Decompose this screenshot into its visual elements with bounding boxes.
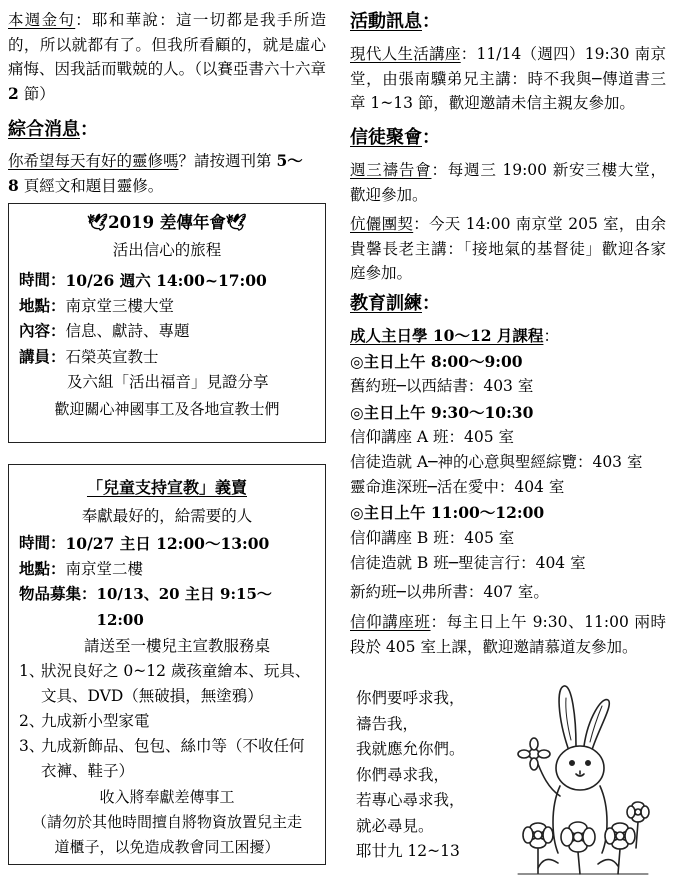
verse-ref: 2: [8, 83, 19, 103]
verse-text: ：耶和華說：這一切都是我手所造的，所以就都有了。但我所看顧的，就是虛心痛悔、因我話而戰兢的人。（以賽亞書六十六章: [8, 11, 326, 78]
bunny-flowers-illustration: [498, 678, 658, 878]
course-line: ◎主日上午 11:00～12:00: [350, 503, 545, 523]
verse-label: 本週金句: [8, 11, 76, 29]
sale-send: 請送至一樓兒主宣教服務桌: [83, 637, 270, 655]
poem-line: 就必尋見。: [356, 816, 434, 835]
general-text: 你希望每天有好的靈修嗎？請按週刊第 5～ 8 頁經文和題目靈修。: [8, 151, 303, 195]
poem-line: 我就應允你們。: [356, 740, 465, 758]
mission-content: 信息、獻詩、專題: [65, 322, 190, 340]
mission-place: 南京堂三樓大堂: [65, 296, 175, 315]
sale-proceeds: 收入將奉獻差傳事工: [99, 788, 235, 806]
sale-subtitle: 奉獻最好的，給需要的人: [81, 507, 253, 525]
mission-time-label: 時間：: [19, 271, 66, 289]
course-line: 信徒造就 A─神的心意與聖經綜覽：403 室: [350, 453, 643, 472]
verse-ref-end: 節）: [23, 84, 55, 103]
course-line: ◎主日上午 8:00～9:00: [350, 352, 523, 372]
scripture-poem: [350, 686, 666, 876]
sale-item: 3、 九成新飾品、包包、絲巾等（不收任何衣褲、鞋子）: [19, 737, 305, 780]
sale-place-label: 地點：: [19, 559, 66, 578]
mission-title: 🕊2019 差傳年會🕊: [87, 213, 247, 232]
mission-welcome: 歡迎關心神國事工及各地宣教士們: [54, 399, 280, 418]
poem-line: 你們要呼求我，: [356, 689, 465, 707]
sale-collect: 10/13、20 主日 9:15～12:00: [96, 585, 272, 629]
sale-place: 南京堂二樓: [65, 559, 144, 578]
sale-note: （請勿於其他時間擅自將物資放置兒主走道櫃子，以免造成教會同工困擾）: [31, 813, 302, 856]
couple-fellowship: 伉儷團契：今天 14:00 南京堂 205 室，由余貴馨長老主講：「接地氣的基督徒」歡迎各家庭參加。: [350, 215, 666, 282]
education-heading: 教育訓練：: [350, 293, 440, 314]
mission-content-label: 內容：: [19, 322, 66, 340]
wednesday-prayer: 週三禱告會：每週三 19:00 新安三樓大堂，歡迎參加。: [350, 161, 666, 204]
sale-item: 2、 九成新小型家電: [19, 712, 150, 730]
mission-conference-box: [8, 203, 326, 443]
general-heading: 綜合消息：: [8, 119, 98, 140]
mission-time: 10/26 週六 14:00~17:00: [65, 271, 267, 290]
sale-time-label: 時間：: [19, 534, 66, 552]
course-line: 信仰講座 A 班：405 室: [350, 427, 515, 446]
activity-text: 現代人生活講座：11/14（週四）19:30 南京堂，由張南驥弟兄主講：時不我與─傳道書三章 1~13 節，歡迎邀請未信主親友參加。: [350, 45, 666, 112]
poem-ref: 耶廿九 12~13: [356, 842, 460, 860]
course-line: 舊約班─以西結書：403 室: [350, 377, 534, 396]
activity-heading: 活動訊息：: [350, 11, 440, 32]
course-line: 信徒造就 B 班─聖徒言行：404 室: [350, 553, 586, 572]
poem-line: 你們尋求我，: [356, 765, 450, 784]
mission-speaker-extra: 及六組「活出福音」見證分享: [67, 373, 269, 391]
weekly-verse: [8, 8, 326, 106]
mission-speaker: 石榮英宣教士: [65, 347, 159, 366]
course-line: 靈命進深班─活在愛中：404 室: [350, 478, 565, 497]
sale-collect-label: 物品募集：: [19, 585, 97, 603]
faith-class: 信仰講座班：每主日上午 9:30、11:00 兩時段於 405 室上課，歡迎邀請慕道友參加。: [350, 613, 666, 656]
sale-time: 10/27 主日 12:00～13:00: [65, 534, 270, 553]
adult-school-label: 成人主日學 10～12 月課程: [350, 326, 544, 345]
sale-title: 「兒童支持宣教」義賣: [86, 478, 247, 497]
mission-speaker-label: 講員：: [19, 347, 66, 366]
charity-sale-box: [8, 464, 326, 865]
poem-line: 禱告我，: [356, 714, 419, 733]
mission-subtitle: 活出信心的旅程: [112, 241, 222, 259]
fellowship-heading: 信徒聚會：: [350, 127, 440, 148]
poem-line: 若專心尋求我，: [356, 791, 465, 809]
adult-school: 成人主日學 10～12 月課程： ◎主日上午 8:00～9:00 舊約班─以西結書：403 室 ◎主日上午 9:30～10:30 信仰講座 A 班：405 室 信徒造就 A─神的心意與聖經綜覽：403 室 靈命進深班─活在愛中：404 室 ◎主日上午 11:00～12:00 信仰講座 B 班：405 室 信徒造就 B 班─聖徒言行：404 室 新約班─以弗所書：407 室。: [350, 323, 666, 605]
mission-place-label: 地點：: [19, 296, 66, 315]
course-line: 信仰講座 B 班：405 室: [350, 528, 515, 547]
course-line: 新約班─以弗所書：407 室。: [350, 583, 549, 602]
sale-item: 1、 狀況良好之 0~12 歲孩童繪本、玩具、文具、DVD（無破損，無塗鴉）: [19, 662, 311, 705]
course-line: ◎主日上午 9:30～10:30: [350, 402, 534, 422]
